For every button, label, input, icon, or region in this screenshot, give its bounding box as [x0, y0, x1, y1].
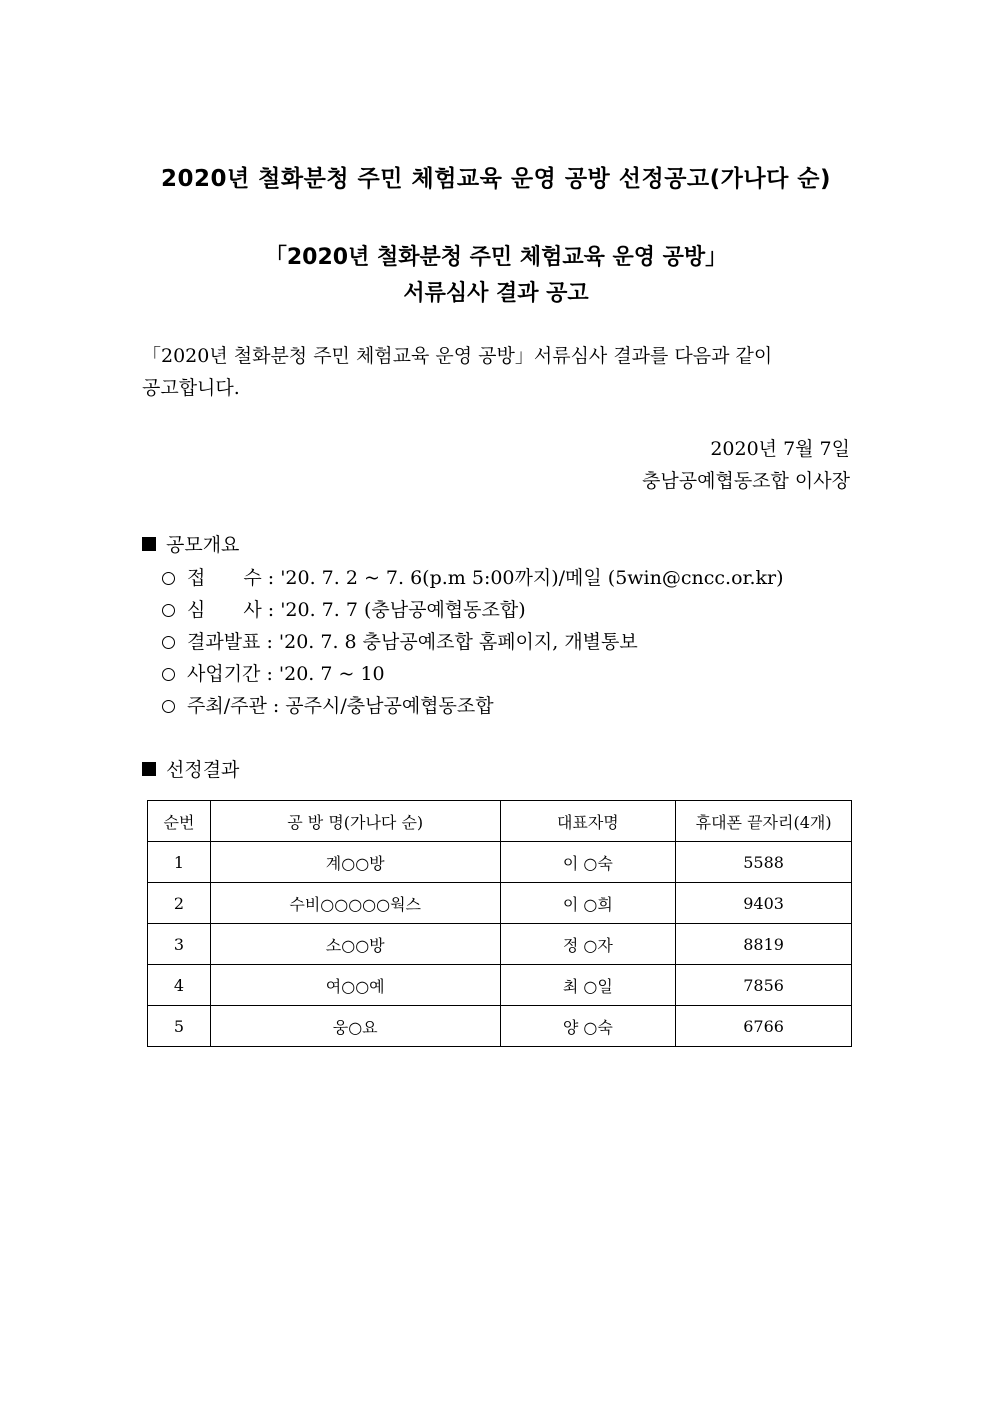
overview-item-text: 사업기간 : '20. 7 ~ 10 — [187, 663, 385, 685]
page-title: 2020년 철화분청 주민 체험교육 운영 공방 선정공고(가나다 순) — [160, 166, 832, 192]
column-header-workshop: 공 방 명(가나다 순) — [210, 801, 500, 842]
table-row — [148, 965, 852, 1006]
announcement-body — [142, 340, 842, 404]
circle-bullet-icon — [162, 572, 175, 585]
cell-representative: 양 ○숙 — [500, 1006, 676, 1047]
signer: 충남공예협동조합 이사장 — [642, 470, 850, 492]
column-header-representative: 대표자명 — [500, 801, 676, 842]
cell-phone: 7856 — [676, 965, 852, 1006]
results-heading-label: 선정결과 — [166, 759, 240, 781]
cell-number: 5 — [148, 1006, 211, 1047]
overview-item — [162, 562, 784, 594]
results-table — [147, 800, 852, 1047]
cell-number: 3 — [148, 924, 211, 965]
cell-number: 4 — [148, 965, 211, 1006]
cell-phone: 5588 — [676, 842, 852, 883]
black-square-icon — [142, 537, 156, 551]
overview-heading-label: 공모개요 — [166, 534, 240, 556]
table-row — [148, 1006, 852, 1047]
circle-bullet-icon — [162, 668, 175, 681]
cell-number: 1 — [148, 842, 211, 883]
cell-phone: 8819 — [676, 924, 852, 965]
announcement-heading: 「2020년 철화분청 주민 체험교육 운영 공방」 — [264, 245, 728, 270]
cell-phone: 6766 — [676, 1006, 852, 1047]
overview-item-text: 주최/주관 : 공주시/충남공예협동조합 — [187, 695, 494, 717]
body-line-2: 공고합니다. — [142, 377, 240, 399]
cell-phone: 9403 — [676, 883, 852, 924]
cell-workshop: 웅○요 — [210, 1006, 500, 1047]
cell-representative: 최 ○일 — [500, 965, 676, 1006]
column-header-number: 순번 — [148, 801, 211, 842]
column-header-phone: 휴대폰 끝자리(4개) — [676, 801, 852, 842]
results-section-heading — [142, 755, 239, 782]
circle-bullet-icon — [162, 700, 175, 713]
table-header-row — [148, 801, 852, 842]
cell-workshop: 계○○방 — [210, 842, 500, 883]
table-row — [148, 842, 852, 883]
black-square-icon — [142, 762, 156, 776]
cell-workshop: 소○○방 — [210, 924, 500, 965]
circle-bullet-icon — [162, 604, 175, 617]
overview-item — [162, 658, 784, 690]
announcement-subheading: 서류심사 결과 공고 — [403, 281, 589, 306]
overview-item — [162, 626, 784, 658]
overview-item — [162, 594, 784, 626]
overview-item-text: 결과발표 : '20. 7. 8 충남공예조합 홈페이지, 개별통보 — [187, 631, 638, 653]
cell-representative: 정 ○자 — [500, 924, 676, 965]
cell-number: 2 — [148, 883, 211, 924]
cell-representative: 이 ○희 — [500, 883, 676, 924]
overview-item-text: 심 사 : '20. 7. 7 (충남공예협동조합) — [187, 599, 526, 621]
cell-representative: 이 ○숙 — [500, 842, 676, 883]
announcement-date: 2020년 7월 7일 — [710, 438, 850, 460]
overview-item — [162, 690, 784, 722]
table-row — [148, 883, 852, 924]
body-line-1: 「2020년 철화분청 주민 체험교육 운영 공방」서류심사 결과를 다음과 같이 — [142, 345, 773, 367]
cell-workshop: 수비○○○○○웍스 — [210, 883, 500, 924]
table-row — [148, 924, 852, 965]
overview-section-heading — [142, 530, 239, 557]
overview-list — [162, 562, 784, 722]
cell-workshop: 여○○예 — [210, 965, 500, 1006]
overview-item-text: 접 수 : '20. 7. 2 ~ 7. 6(p.m 5:00까지)/메일 (5win@cncc.or.kr) — [187, 567, 784, 589]
circle-bullet-icon — [162, 636, 175, 649]
